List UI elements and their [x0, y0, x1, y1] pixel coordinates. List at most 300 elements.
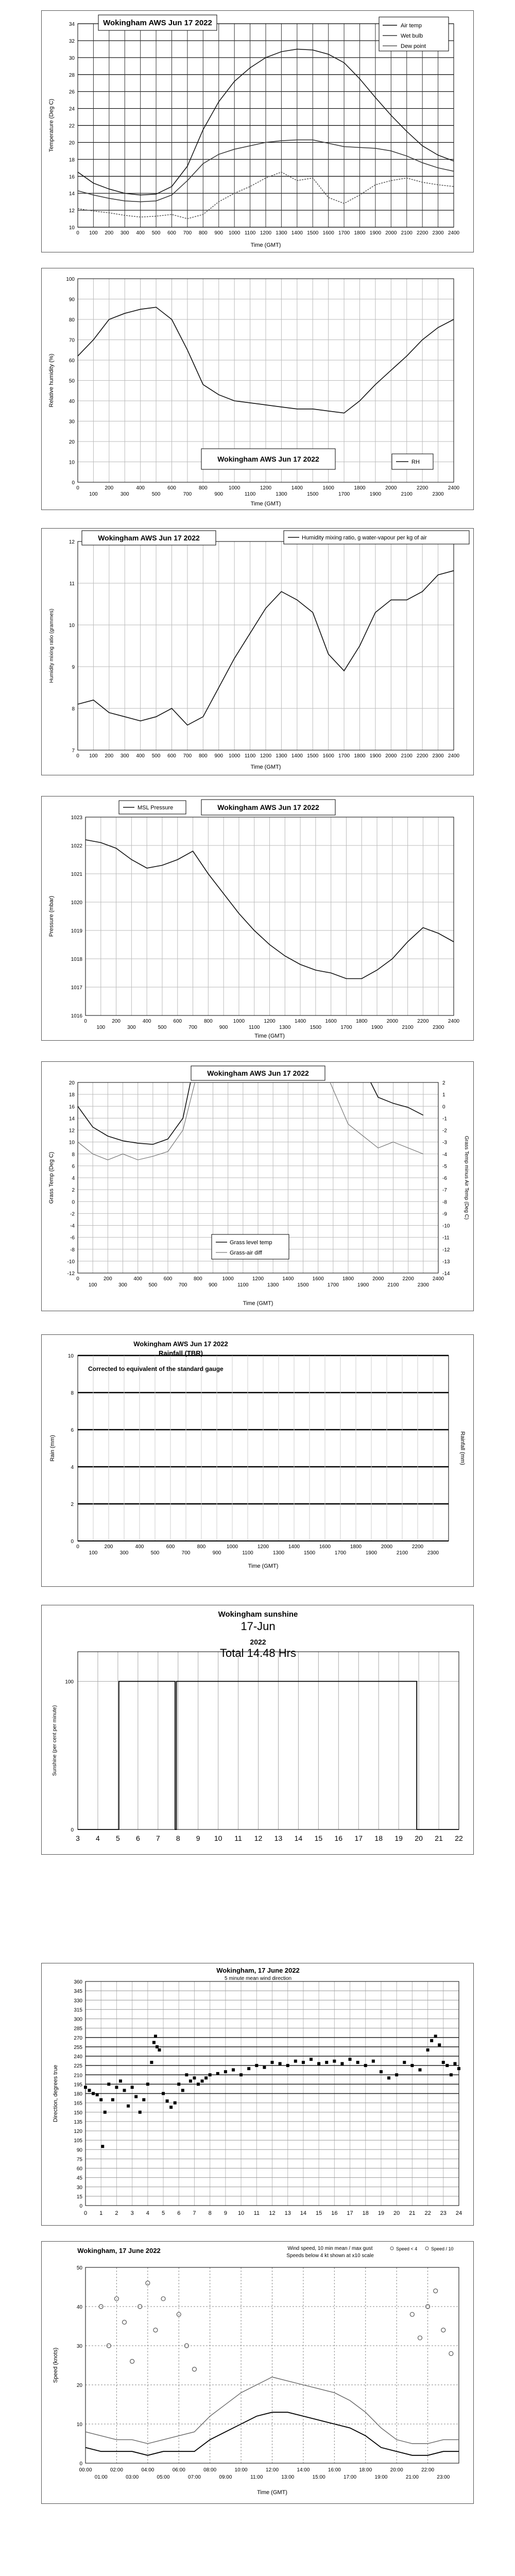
wdir-point: [349, 2058, 352, 2061]
wspd-scaled-point: [449, 2351, 453, 2355]
pres-xtick-label: 400: [142, 1019, 151, 1024]
grass-y2label: Grass Temp minus Air Temp (Deg C): [464, 1136, 469, 1220]
rain-xtick-label: 2200: [411, 1544, 424, 1550]
mr-xtick-label: 1000: [229, 753, 241, 759]
temp-ytick-label: 10: [68, 225, 75, 231]
wdir-point: [96, 2093, 99, 2096]
wdir-ytick-label: 0: [79, 2204, 82, 2209]
rh-xlabel: Time (GMT): [250, 501, 281, 507]
pres-xtick-label: 2000: [386, 1019, 398, 1024]
rh-xtick-label: 0: [76, 485, 79, 491]
rainfall-chart-svg: [42, 1335, 473, 1586]
wdir-point: [224, 2070, 227, 2073]
mr-xtick-label: 1600: [322, 753, 334, 759]
temp-ytick-label: 12: [68, 208, 75, 214]
mr-xtick-label: 800: [198, 753, 208, 759]
pres-xtick-label: 1100: [248, 1025, 260, 1030]
wdir-ytick-label: 60: [76, 2166, 82, 2172]
wspd-xtick-label-top: 04:00: [141, 2467, 154, 2473]
rh-xtick-label: 2200: [417, 485, 428, 491]
wdir-xtick-label: 17: [347, 2210, 353, 2216]
rain-ylabel: Rain (mm): [49, 1435, 56, 1462]
grass-ytick-label: -6: [70, 1235, 75, 1241]
rh-ytick-label: 90: [68, 297, 75, 303]
wdir-point: [127, 2105, 130, 2108]
mr-xtick-label: 2100: [401, 753, 413, 759]
sun-xtick-label: 13: [274, 1834, 283, 1842]
rh-ytick-label: 100: [66, 277, 75, 282]
wdir-point: [216, 2072, 219, 2075]
wdir-ytick-label: 300: [74, 2016, 82, 2023]
temp-xtick-label: 1500: [307, 230, 319, 236]
rh-xtick-label: 1500: [307, 492, 319, 497]
wdir-xtick-label: 13: [284, 2210, 291, 2216]
wdir-xtick-label: 23: [440, 2210, 447, 2216]
temp-xtick-label: 1100: [244, 230, 256, 236]
sun-xtick-label: 7: [156, 1834, 160, 1842]
wdir-point: [434, 2035, 437, 2038]
mr-ytick-label: 10: [68, 623, 75, 629]
temp-ytick-label: 26: [68, 89, 75, 95]
wdir-ytick-label: 345: [74, 1989, 82, 1995]
mr-ylabel: Humidity mixing ratio (grammes): [49, 608, 55, 683]
wdir-xtick-label: 4: [146, 2210, 149, 2216]
wspd-xtick-label-bottom: 21:00: [405, 2475, 419, 2480]
rain-xtick-label: 500: [150, 1550, 160, 1556]
wspd-note: Speeds below 4 kt shown at x10 scale: [286, 2253, 374, 2259]
wspd-legend-swatch: [425, 2247, 428, 2250]
rh-xtick-label: 2000: [385, 485, 397, 491]
pres-title: Wokingham AWS Jun 17 2022: [217, 803, 319, 811]
wdir-xtick-label: 16: [331, 2210, 338, 2216]
grass-ytick-label: 14: [68, 1116, 75, 1122]
rh-ytick-label: 60: [68, 358, 75, 364]
grass-xtick-label: 0: [76, 1276, 79, 1282]
wdir-xtick-label: 1: [99, 2210, 103, 2216]
pres-xtick-label: 700: [188, 1025, 197, 1030]
grass-y2tick-label: 0: [442, 1104, 445, 1110]
wdir-point: [104, 2111, 107, 2114]
rain-xtick-label: 700: [181, 1550, 191, 1556]
wdir-point: [162, 2092, 165, 2095]
grass-xtick-label: 2200: [402, 1276, 414, 1282]
grass-xtick-label: 1600: [312, 1276, 324, 1282]
rh-xtick-label: 1900: [369, 492, 382, 497]
wdir-point: [279, 2062, 282, 2065]
pres-ytick-label: 1021: [71, 872, 82, 877]
wspd-subtitle: Wind speed, 10 min mean / max gust: [287, 2246, 373, 2251]
grass-legend-label: Grass-air diff: [230, 1250, 262, 1256]
rain-xtick-label: 1800: [350, 1544, 362, 1550]
wspd-xtick-label-top: 16:00: [328, 2467, 341, 2473]
grass-xlabel: Time (GMT): [243, 1300, 273, 1307]
temp-xtick-label: 700: [183, 230, 192, 236]
grass-ytick-label: -12: [67, 1271, 75, 1277]
rh-xtick-label: 2100: [401, 492, 413, 497]
wdir-point: [372, 2060, 375, 2063]
sun-xtick-label: 9: [196, 1834, 200, 1842]
temp-ytick-label: 24: [68, 106, 75, 112]
grass-y2tick-label: -4: [442, 1151, 447, 1158]
rh-legend-label: RH: [411, 459, 420, 465]
sun-xtick-label: 15: [314, 1834, 323, 1842]
rh-ytick-label: 10: [68, 460, 75, 466]
rh-xtick-label: 1700: [338, 492, 350, 497]
pres-xtick-label: 500: [158, 1025, 167, 1030]
pres-xtick-label: 1600: [325, 1019, 337, 1024]
rh-ytick-label: 40: [68, 399, 75, 404]
pres-legend-label: MSL Pressure: [138, 805, 174, 811]
pres-ytick-label: 1023: [71, 815, 82, 821]
wdir-ytick-label: 135: [74, 2119, 82, 2125]
rh-xtick-label: 200: [105, 485, 114, 491]
wdir-point: [410, 2064, 414, 2067]
pres-ytick-label: 1018: [71, 957, 82, 962]
mr-xtick-label: 2000: [385, 753, 397, 759]
grass-xtick-label: 700: [178, 1282, 187, 1288]
sun-xtick-label: 4: [96, 1834, 100, 1842]
wdir-point: [111, 2098, 114, 2102]
rain-ytick-label: 6: [71, 1428, 74, 1433]
rain-xtick-label: 600: [166, 1544, 175, 1550]
wdir-point: [107, 2082, 110, 2086]
pres-xtick-label: 900: [219, 1025, 228, 1030]
rh-xtick-label: 1400: [291, 485, 303, 491]
pres-xtick-label: 1500: [310, 1025, 321, 1030]
rh-xtick-label: 500: [151, 492, 161, 497]
wdir-ytick-label: 75: [76, 2157, 82, 2163]
rain-xtick-label: 1300: [272, 1550, 285, 1556]
rain-xtick-label: 0: [76, 1544, 79, 1550]
wdir-xtick-label: 8: [208, 2210, 212, 2216]
rain-ytick-label: 4: [71, 1465, 74, 1470]
grass-ylabel: Grass Temp (Deg C): [48, 1151, 55, 1204]
temp-xtick-label: 2300: [432, 230, 444, 236]
wdir-xtick-label: 5: [161, 2210, 165, 2216]
rh-xtick-label: 1000: [229, 485, 241, 491]
grass-xtick-label: 1100: [237, 1282, 249, 1288]
grass-xtick-label: 2300: [417, 1282, 429, 1288]
wspd-scaled-point: [161, 2297, 165, 2301]
wspd-legend-swatch: [390, 2247, 393, 2250]
rain-y2label: Rainfall (mm): [459, 1431, 466, 1465]
grass-y2tick-label: -7: [442, 1188, 447, 1194]
wdir-ytick-label: 270: [74, 2035, 82, 2041]
wdir-point: [403, 2061, 406, 2064]
grass-y2tick-label: -12: [442, 1247, 450, 1253]
wdir-point: [92, 2092, 95, 2095]
grass-xtick-label: 200: [103, 1276, 112, 1282]
chart-wind-direction: [41, 1963, 474, 2226]
grass-xtick-label: 500: [148, 1282, 158, 1288]
pres-xtick-label: 2300: [433, 1025, 444, 1030]
grass-temp-chart-svg: [42, 1062, 473, 1311]
wdir-point: [395, 2073, 398, 2076]
grass-xtick-label: 1000: [222, 1276, 234, 1282]
mr-ytick-label: 8: [72, 706, 75, 712]
pres-xtick-label: 1000: [233, 1019, 245, 1024]
pres-xtick-label: 1200: [264, 1019, 276, 1024]
wdir-xtick-label: 12: [269, 2210, 276, 2216]
wdir-point: [426, 2048, 430, 2052]
mr-xlabel: Time (GMT): [250, 764, 281, 770]
grass-ytick-label: -10: [67, 1259, 75, 1265]
pres-xtick-label: 2400: [448, 1019, 460, 1024]
grass-ytick-label: 2: [72, 1188, 75, 1194]
temp-xtick-label: 1300: [276, 230, 287, 236]
mr-xtick-label: 1800: [354, 753, 366, 759]
sun-plot-frame: [78, 1652, 459, 1829]
grass-y2tick-label: -8: [442, 1199, 447, 1206]
wspd-scaled-point: [418, 2336, 422, 2340]
grass-y2tick-label: -6: [442, 1176, 447, 1181]
pres-xtick-label: 1700: [340, 1025, 352, 1030]
rh-ylabel: Relative humidity (%): [48, 353, 55, 408]
sun-ylabel: Sunshine (per cent per minute): [52, 1705, 58, 1776]
rh-ytick-label: 0: [72, 480, 75, 486]
rain-xtick-label: 100: [89, 1550, 98, 1556]
wdir-point: [387, 2076, 390, 2079]
sun-xtick-label: 14: [294, 1834, 303, 1842]
rain-xtick-label: 1200: [257, 1544, 269, 1550]
pres-xtick-label: 1800: [356, 1019, 368, 1024]
wdir-xtick-label: 14: [300, 2210, 307, 2216]
wdir-ytick-label: 360: [74, 1979, 82, 1985]
rh-xtick-label: 1600: [322, 485, 334, 491]
mr-ytick-label: 12: [68, 539, 75, 545]
grass-xtick-label: 1900: [357, 1282, 369, 1288]
grass-xtick-label: 1300: [267, 1282, 279, 1288]
wdir-point: [380, 2070, 383, 2073]
wdir-ytick-label: 90: [76, 2147, 82, 2154]
wdir-xtick-label: 10: [237, 2210, 245, 2216]
temp-title: Wokingham AWS Jun 17 2022: [103, 19, 212, 27]
grass-y2tick-label: -2: [442, 1128, 447, 1134]
rh-xtick-label: 1800: [354, 485, 366, 491]
grass-y2tick-label: 1: [442, 1092, 445, 1098]
rh-xtick-label: 700: [183, 492, 192, 497]
temp-xtick-label: 800: [198, 230, 208, 236]
chart-temperature: [41, 10, 474, 252]
wspd-xtick-label-bottom: 19:00: [374, 2475, 388, 2480]
grass-ytick-label: 12: [68, 1128, 75, 1134]
wdir-point: [450, 2073, 453, 2076]
grass-xtick-label: 400: [133, 1276, 143, 1282]
wspd-xtick-label-bottom: 05:00: [157, 2475, 170, 2480]
wdir-xtick-label: 20: [393, 2210, 400, 2216]
wdir-point: [438, 2043, 441, 2046]
pres-xtick-label: 1300: [279, 1025, 291, 1030]
sun-xtick-label: 21: [435, 1834, 443, 1842]
pres-xtick-label: 2100: [402, 1025, 414, 1030]
wspd-ytick-label: 50: [76, 2265, 82, 2271]
temp-xtick-label: 1200: [260, 230, 272, 236]
temp-xtick-label: 2200: [417, 230, 428, 236]
chart-wind-speed: [41, 2241, 474, 2504]
wdir-xtick-label: 15: [316, 2210, 322, 2216]
grass-xtick-label: 1400: [282, 1276, 294, 1282]
grass-legend-label: Grass level temp: [230, 1240, 272, 1246]
mr-xtick-label: 1900: [369, 753, 382, 759]
sun-ytick-label: 0: [71, 1827, 74, 1833]
temp-ytick-label: 14: [68, 191, 75, 197]
wspd-xtick-label-top: 00:00: [79, 2467, 92, 2473]
wspd-scaled-point: [130, 2359, 134, 2363]
rh-xtick-label: 2400: [448, 485, 460, 491]
rain-xtick-label: 1900: [365, 1550, 377, 1556]
wdir-xtick-label: 11: [253, 2210, 260, 2216]
rh-ytick-label: 70: [68, 337, 75, 344]
mr-xtick-label: 300: [120, 753, 129, 759]
pres-ytick-label: 1019: [71, 928, 82, 934]
rh-xtick-label: 1300: [276, 492, 287, 497]
grass-diff-line-morning: [78, 1082, 195, 1160]
wdir-point: [150, 2061, 153, 2064]
rh-xtick-label: 600: [167, 485, 176, 491]
wdir-point: [457, 2067, 460, 2070]
wdir-point: [209, 2073, 212, 2076]
wdir-point: [325, 2061, 328, 2064]
wdir-ytick-label: 225: [74, 2063, 82, 2070]
chart-grass-temp: [41, 1061, 474, 1311]
sun-xtick-label: 5: [115, 1834, 120, 1842]
sun-total: Total 14.48 Hrs: [220, 1647, 296, 1659]
wspd-xtick-label-bottom: 09:00: [219, 2475, 232, 2480]
pres-xtick-label: 800: [203, 1019, 213, 1024]
mr-xtick-label: 600: [167, 753, 176, 759]
chart-sunshine: [41, 1605, 474, 1855]
grass-level-line-evening: [371, 1082, 423, 1115]
sun-year: 2022: [250, 1638, 266, 1646]
wdir-point: [156, 2045, 159, 2048]
grass-ytick-label: -2: [70, 1211, 75, 1217]
rain-title: Wokingham AWS Jun 17 2022: [133, 1340, 228, 1348]
mr-xtick-label: 2300: [432, 753, 444, 759]
grass-ytick-label: 6: [72, 1163, 75, 1170]
wspd-ytick-label: 0: [79, 2461, 82, 2467]
temp-xtick-label: 100: [89, 230, 98, 236]
wdir-point: [84, 2086, 87, 2089]
grass-xtick-label: 1200: [252, 1276, 264, 1282]
rh-xtick-label: 1100: [244, 492, 256, 497]
temp-xtick-label: 1000: [229, 230, 241, 236]
wspd-scaled-point: [123, 2320, 127, 2324]
wdir-point: [302, 2061, 305, 2064]
wdir-xtick-label: 0: [83, 2210, 88, 2216]
mr-xtick-label: 100: [89, 753, 98, 759]
wdir-point: [166, 2099, 169, 2103]
grass-y2tick-label: -13: [442, 1259, 450, 1265]
wspd-title: Wokingham, 17 June 2022: [77, 2247, 161, 2255]
temp-xtick-label: 1700: [338, 230, 350, 236]
wspd-xtick-label-bottom: 03:00: [126, 2475, 139, 2480]
chart-humidity: [41, 268, 474, 510]
grass-xtick-label: 600: [163, 1276, 173, 1282]
temp-xtick-label: 300: [120, 230, 129, 236]
wspd-xtick-label-bottom: 23:00: [437, 2475, 450, 2480]
grass-xtick-label: 300: [118, 1282, 127, 1288]
wdir-point: [232, 2069, 235, 2072]
temp-xtick-label: 200: [105, 230, 114, 236]
grass-ytick-label: 4: [72, 1176, 75, 1181]
mr-xtick-label: 1300: [276, 753, 287, 759]
mr-title: Wokingham AWS Jun 17 2022: [98, 534, 200, 542]
rain-xtick-label: 900: [212, 1550, 221, 1556]
wdir-ytick-label: 150: [74, 2110, 82, 2116]
mr-xtick-label: 2400: [448, 753, 460, 759]
wspd-mean-line: [85, 2412, 459, 2455]
mr-xtick-label: 0: [76, 753, 79, 759]
rain-xtick-label: 1700: [334, 1550, 347, 1556]
sun-xtick-label: 11: [234, 1834, 242, 1842]
wdir-point: [201, 2079, 204, 2082]
wdir-point: [442, 2061, 445, 2064]
wdir-point: [430, 2039, 433, 2042]
wdir-point: [169, 2106, 173, 2109]
grass-level-line-morning: [78, 1082, 191, 1144]
rh-xtick-label: 1200: [260, 485, 272, 491]
sun-xtick-label: 12: [254, 1834, 263, 1842]
wdir-xtick-label: 21: [409, 2210, 416, 2216]
temp-xtick-label: 2000: [385, 230, 397, 236]
pres-ytick-label: 1022: [71, 843, 82, 849]
temp-ytick-label: 28: [68, 72, 75, 78]
mr-xtick-label: 900: [214, 753, 224, 759]
wdir-point: [333, 2060, 336, 2063]
wdir-ytick-label: 45: [76, 2175, 82, 2181]
wdir-ytick-label: 315: [74, 2007, 82, 2013]
temp-legend-label: Air temp: [401, 23, 422, 29]
rh-xtick-label: 800: [198, 485, 208, 491]
pres-xlabel: Time (GMT): [254, 1033, 285, 1039]
rh-ytick-label: 30: [68, 419, 75, 425]
wspd-xtick-label-top: 22:00: [421, 2467, 435, 2473]
temp-ytick-label: 20: [68, 140, 75, 146]
wdir-point: [445, 2064, 449, 2067]
wdir-point: [139, 2111, 142, 2114]
temp-xtick-label: 500: [151, 230, 161, 236]
pres-ylabel: Pressure (mbar): [48, 895, 55, 937]
grass-y2tick-label: -1: [442, 1116, 447, 1122]
pres-xtick-label: 300: [127, 1025, 136, 1030]
pres-xtick-label: 2200: [417, 1019, 429, 1024]
wspd-xtick-label-top: 08:00: [203, 2467, 217, 2473]
wdir-point: [154, 2035, 157, 2038]
rain-xtick-label: 1400: [288, 1544, 300, 1550]
grass-ytick-label: 8: [72, 1151, 75, 1158]
pressure-chart-svg: [42, 796, 473, 1040]
rh-xtick-label: 300: [120, 492, 129, 497]
grass-y2tick-label: -14: [442, 1271, 450, 1277]
grass-xtick-label: 1800: [342, 1276, 354, 1282]
rain-xtick-label: 200: [104, 1544, 113, 1550]
rain-ytick-label: 8: [71, 1391, 74, 1396]
pres-xtick-label: 1400: [294, 1019, 306, 1024]
temp-ytick-label: 18: [68, 157, 75, 163]
rain-ytick-label: 2: [71, 1502, 74, 1507]
rain-ytick-label: 10: [67, 1353, 74, 1359]
wspd-ytick-label: 30: [76, 2344, 82, 2349]
wdir-xtick-label: 7: [193, 2210, 196, 2216]
grass-xtick-label: 1700: [327, 1282, 339, 1288]
wdir-xtick-label: 9: [224, 2210, 227, 2216]
wdir-xtick-label: 22: [424, 2210, 431, 2216]
wspd-xtick-label-bottom: 13:00: [281, 2475, 295, 2480]
pres-xtick-label: 1900: [371, 1025, 383, 1030]
rain-xtick-label: 1000: [226, 1544, 238, 1550]
wspd-xtick-label-top: 12:00: [265, 2467, 279, 2473]
wspd-ytick-label: 10: [76, 2422, 82, 2428]
